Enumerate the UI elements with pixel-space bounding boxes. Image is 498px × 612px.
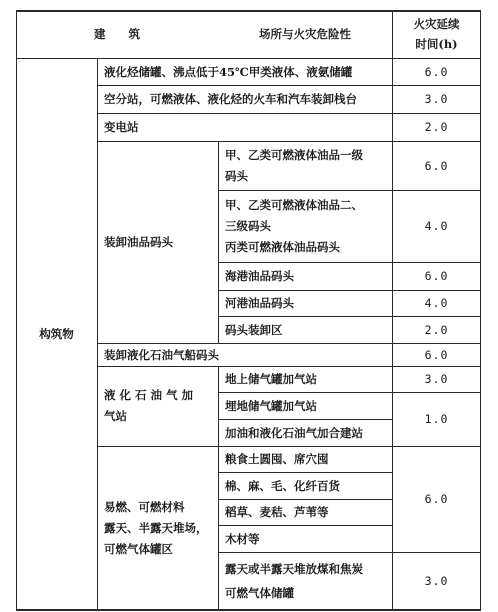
- open-yard-label-line2: 露天、半露天堆场，: [104, 520, 208, 535]
- oil-item-4: 河港油品码头: [225, 296, 294, 310]
- header-duration-line2: 时间(h): [415, 37, 458, 51]
- fire-duration-table: [16, 10, 481, 611]
- oil-item-3-hours: 6.0: [424, 269, 449, 283]
- lpg-ship-place: 装卸液化石油气船码头: [104, 347, 219, 362]
- open-yard-label: [98, 446, 218, 610]
- row-place: 空分站，可燃液体、液化烃的火车和汽车装卸栈台: [104, 92, 357, 106]
- yard-item-5-hours: 3.0: [424, 573, 449, 588]
- open-yard-label-line1: 易燃、可燃材料: [104, 499, 185, 514]
- row-hours: 3.0: [424, 92, 449, 106]
- lpg-ship-hours: 6.0: [424, 347, 449, 362]
- oil-item-1: [219, 141, 392, 190]
- open-yard-label-line3: 可燃气体罐区: [104, 541, 173, 556]
- lpg-item-1-hours: 3.0: [424, 372, 449, 386]
- row-hours: 6.0: [424, 64, 449, 79]
- header-duration: [392, 14, 481, 54]
- header-place-risk: 场所与火灾危险性: [259, 27, 351, 41]
- yard-item-1: 粮食土圆囤、席穴囤: [225, 452, 329, 466]
- yard-item-2: 棉、麻、毛、化纤百货: [225, 478, 340, 493]
- oil-item-5: 码头装卸区: [225, 322, 283, 337]
- lpg-station-label-line1: 液 化 石 油 气 加: [104, 388, 194, 402]
- lpg-station-label-line2: 气站: [104, 409, 127, 423]
- lpg-station-label: [98, 366, 218, 446]
- yard-item-4: 木材等: [225, 531, 260, 546]
- oil-item-5-hours: 2.0: [424, 322, 449, 337]
- header-duration-line1: 火灾延续: [413, 17, 460, 31]
- oil-item-1-line2: 码头: [225, 168, 248, 183]
- oil-item-3: 海港油品码头: [225, 269, 294, 283]
- yard-item-5: [219, 552, 392, 609]
- lpg-item-2-hours: 1.0: [424, 412, 449, 426]
- row-place: 液化烃储罐、沸点低于45℃甲类液体、液氨储罐: [104, 64, 353, 79]
- oil-item-4-hours: 4.0: [424, 296, 449, 310]
- lpg-item-2: 埋地储气罐加气站: [225, 398, 317, 413]
- yard-items-hours: 6.0: [424, 492, 449, 506]
- yard-item-5-line2: 可燃气体储罐: [225, 585, 294, 600]
- lpg-item-3: 加油和液化石油气加合建站: [225, 425, 363, 440]
- oil-item-2-hours: 4.0: [424, 219, 449, 233]
- oil-item-2: [219, 190, 392, 262]
- lpg-item-1: 地上储气罐加气站: [225, 372, 317, 386]
- row-place: 变电站: [104, 120, 139, 134]
- yard-item-3: 稻草、麦秸、芦苇等: [225, 505, 329, 519]
- row-hours: 2.0: [424, 120, 449, 134]
- header-building: 建 筑: [94, 27, 140, 41]
- oil-item-1-line1: 甲、乙类可燃液体油品一级: [225, 147, 363, 162]
- yard-item-5-line1: 露天或半露天堆放煤和焦炭: [225, 561, 363, 576]
- oil-item-2-line3: 丙类可燃液体油品码头: [225, 239, 340, 254]
- oil-item-2-line1: 甲、乙类可燃液体油品二、: [225, 197, 363, 212]
- oil-terminal-label: 装卸油品码头: [104, 235, 173, 249]
- oil-item-2-line2: 三级码头: [225, 218, 271, 233]
- oil-item-1-hours: 6.0: [424, 158, 449, 173]
- category-label: 构筑物: [39, 327, 74, 341]
